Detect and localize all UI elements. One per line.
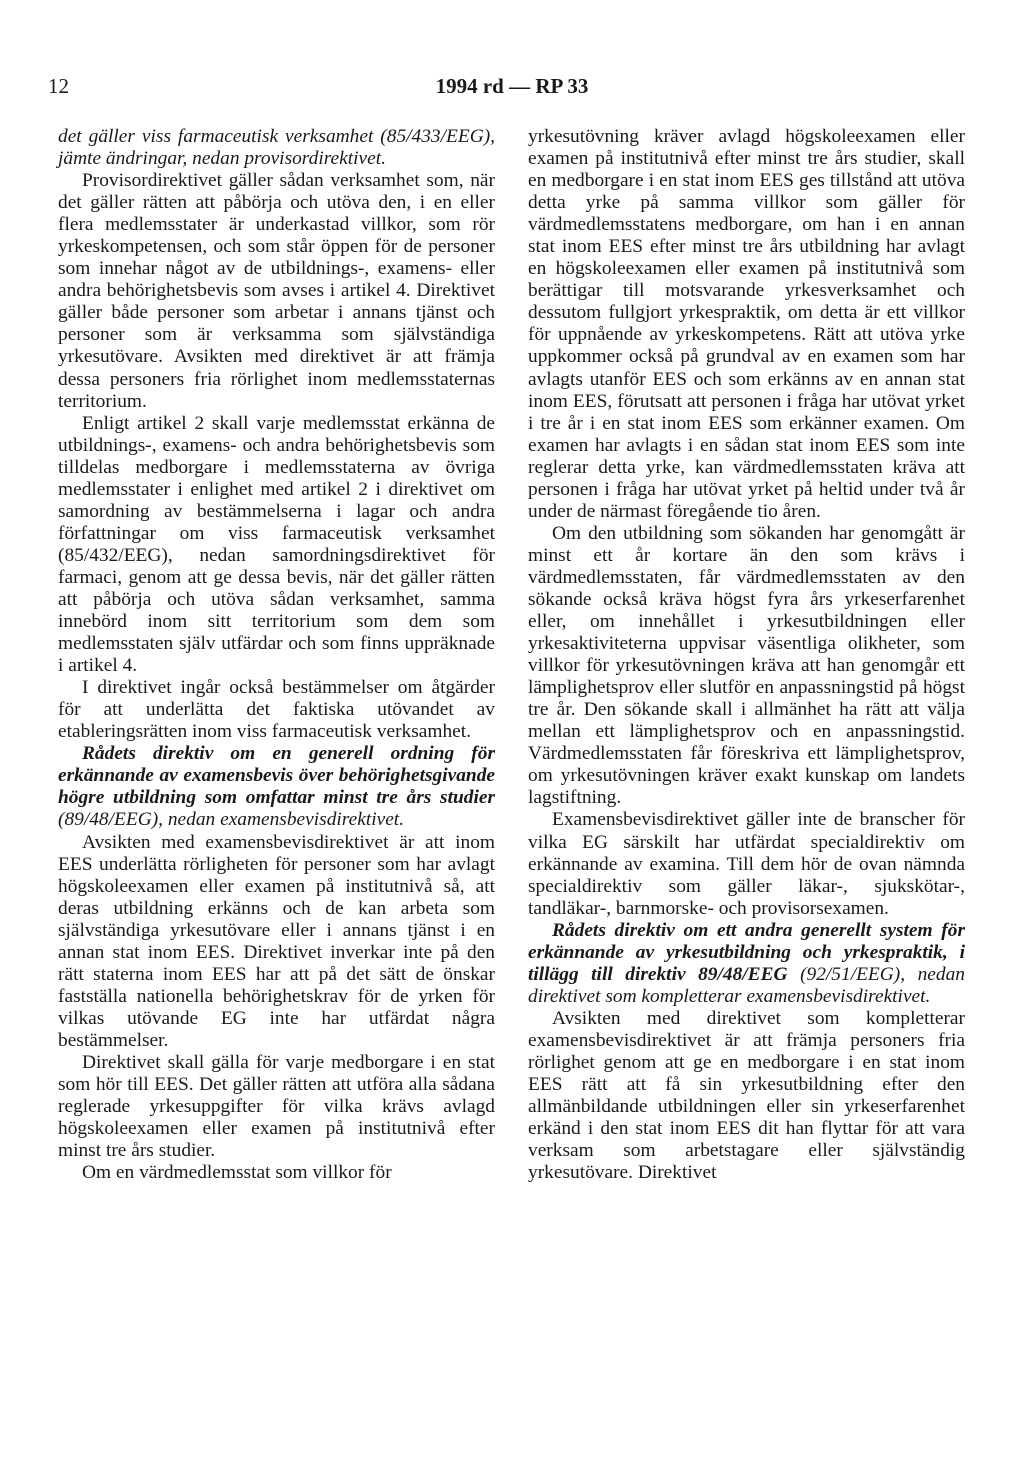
running-head: 1994 rd — RP 33: [435, 74, 589, 98]
page-header: [0, 62, 1024, 102]
directive-heading-bold: Rådets direktiv om ett andra generellt system för erkännande av yrkesutbildning och yrkespraktik, i tillägg till direktiv 89/48/EEG: [528, 919, 965, 985]
paragraph-directive-title-continued: det gäller viss farmaceutisk verksamhet (85/433/EEG), jämte ändringar, nedan provisordirektivet.: [58, 126, 495, 170]
directive-heading-bold: Rådets direktiv om en generell ordning för erkännande av examensbevis över behörighetsgivande högre utbildning som omfattar minst tre års studier: [58, 743, 495, 809]
paragraph: Om en värdmedlemsstat som villkor för: [82, 1162, 392, 1184]
paragraph: Examensbevisdirektivet gäller inte de branscher för vilka EG särskilt har utfärdat specialdirektiv om erkännande av examina. Till dem hör de ovan nämnda specialdirektiv som gäller läkar-, sjukskötar-, tandläkar-, barnmorske- och provisorsexamen.: [528, 809, 965, 919]
paragraph: I direktivet ingår också bestämmelser om åtgärder för att underlätta det faktiska utövandet av etableringsrätten inom viss farmaceutisk verksamhet.: [58, 677, 495, 743]
paragraph: Enligt artikel 2 skall varje medlemsstat erkänna de utbildnings-, examens- och andra behörighetsbevis som tilldelas medborgare i medlemsstaterna av övriga medlemsstater i enlighet med artikel 2 i direktivet om samordning av bestämmelserna i lagar och andra författningar om viss farmaceutisk verksamhet (85/432/EEG), nedan samordningsdirektivet för farmaci, genom att ge dessa bevis, när det gäller rätten att påbörja och utöva sådan verksamhet, samma innebörd inom sitt territorium som dem som medlemsstaten själv utfärdar och som finns uppräknade i artikel 4.: [58, 412, 495, 677]
page-number: 12: [48, 74, 69, 98]
paragraph-continued: yrkesutövning kräver avlagd högskoleexamen eller examen på institutnivå efter minst tre års studier, skall en medborgare i en stat inom EES ges tillstånd att utöva detta yrke på samma villkor som gäller för värdmedlemsstatens medborgare, om han i en annan stat inom EES efter minst tre års utbildning har avlagt en högskoleexamen eller examen på institutnivå som berättigar till motsvarande yrkesverksamhet och dessutom fullgjort yrkespraktik, om detta är ett villkor för uppnående av yrkeskompetens. Rätt att utöva yrke uppkommer också på grundval av en examen som har avlagts utanför EES och som erkänns av en annan stat inom EES, förutsatt att personen i fråga har utövat yrket i tre år i en stat inom EES som erkänner examen. Om examen har avlagts i en sådan stat inom EES som inte reglerar detta yrke, kan värdmedlemsstaten kräva att personen i fråga har utövat yrket på heltid under två år under de närmast föregående tio åren.: [528, 126, 965, 522]
paragraph: Om den utbildning som sökanden har genomgått är minst ett år kortare än den som krävs i värdmedlemsstaten, får värdmedlemsstaten av den sökande också kräva högst fyra års yrkeserfarenhet eller, om innehållet i yrkesutbildningen eller yrkesaktiviteterna uppvisar väsentliga olikheter, som villkor för yrkesutövningen kräva att han genomgår ett lämplighetsprov eller slutför en anpassningstid på högst tre år. Den sökande skall i allmänhet ha rätt att välja mellan ett lämplighetsprov och en anpassningstid. Värdmedlemsstaten får föreskriva ett lämplighetsprov, om yrkesutövningen kräver exakt kunskap om landets lagstiftning.: [528, 522, 965, 809]
directive-heading-rest: (92/51/EEG), nedan direktivet som kompletterar examensbevisdirektivet.: [528, 963, 965, 1007]
paragraph: Direktivet skall gälla för varje medborgare i en stat som hör till EES. Det gäller rätten att utföra alla sådana reglerade yrkesuppgifter för vilka krävs avlagd högskoleexamen eller examen på institutnivå efter minst tre års studier.: [58, 1051, 495, 1162]
paragraph: Avsikten med examensbevisdirektivet är att inom EES underlätta rörligheten för personer som har avlagt högskoleexamen eller examen på institutnivå så, att deras utbildning erkänns och de kan arbeta som självständiga yrkesutövare eller i annans tjänst i en annan stat inom EES. Direktivet inverkar inte på den rätt staterna inom EES har att på det sätt de önskar fastställa nationella behörighetskrav för de yrken för vilkas utövande EG inte har utfärdat några bestämmelser.: [58, 831, 495, 1051]
directive-heading-rest: (89/48/EEG), nedan examensbevisdirektivet.: [58, 809, 405, 831]
paragraph: Avsikten med direktivet som kompletterar examensbevisdirektivet är att främja personers fria rörlighet genom att ge en medborgare i en stat inom EES rätt att få sin yrkesutbildning efter den allmänbildande utbildningen eller sin yrkeserfarenhet erkänd i den stat inom EES dit han flyttar för att vara verksam som arbetstagare eller självständig yrkesutövare. Direktivet: [528, 1007, 965, 1184]
directive-heading: [58, 743, 495, 831]
paragraph: Provisordirektivet gäller sådan verksamhet som, när det gäller rätten att påbörja och utöva den, i en eller flera medlemsstater är underkastad villkor, som rör yrkeskompetensen, och som står öppen för de personer som innehar något av de utbildnings-, examens- eller andra behörighetsbevis som avses i artikel 4. Direktivet gäller både personer som arbetar i annans tjänst och personer som är verksamma som självständiga yrkesutövare. Avsikten med direktivet är att främja dessa personers fria rörlighet inom medlemsstaternas territorium.: [58, 170, 495, 412]
directive-heading: [528, 920, 965, 1008]
right-column: [528, 126, 965, 1184]
left-column: [58, 126, 495, 1184]
